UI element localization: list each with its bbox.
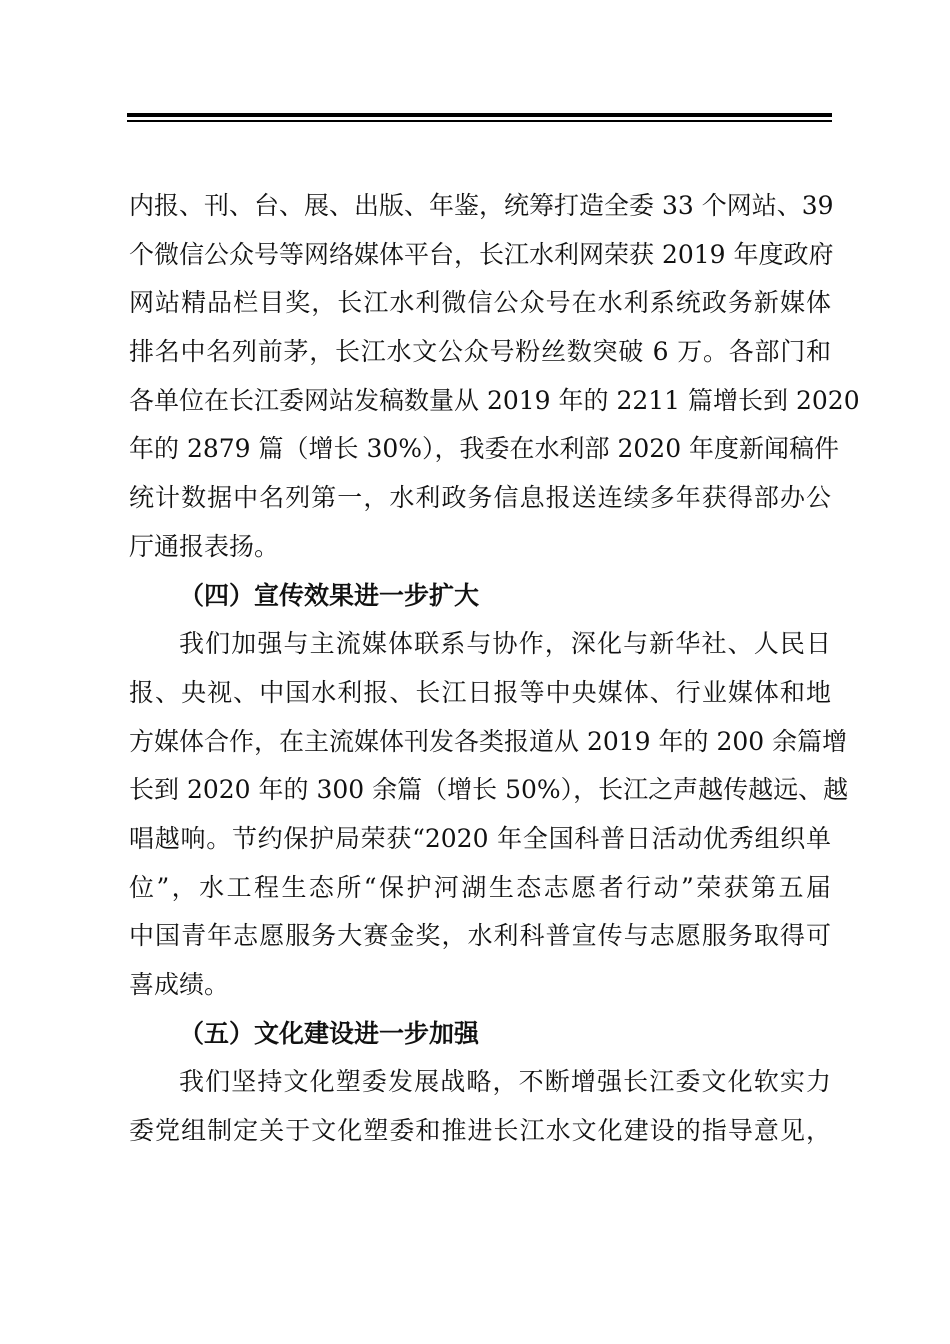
text-line: 内报、刊、台、展、出版、年鉴，统筹打造全委 33 个网站、39 (129, 191, 834, 220)
text-line: 我们坚持文化塑委发展战略，不断增强长江委文化软实力 (179, 1067, 831, 1097)
text-line: 厅通报表扬。 (129, 531, 280, 561)
section-heading-5: （五）文化建设进一步加强 (179, 1018, 480, 1048)
document-body (129, 182, 860, 1156)
header-rule-thin (127, 120, 832, 122)
text-line: 网站精品栏目奖，长江水利微信公众号在水利系统政务新媒体 (129, 288, 831, 318)
text-line: 喜成绩。 (129, 970, 230, 999)
section-heading-4: （四）宣传效果进一步扩大 (179, 580, 480, 610)
header-rule-thick (127, 113, 832, 117)
text-line: 中国青年志愿服务大赛金奖，水利科普宣传与志愿服务取得可 (129, 921, 831, 951)
text-line: 统计数据中名列第一，水利政务信息报送连续多年获得部办公 (129, 483, 831, 513)
text-line: 位”，水工程生态所“保护河湖生态志愿者行动”荣获第五届 (129, 872, 831, 902)
text-line: 个微信公众号等网络媒体平台，长江水利网荣获 2019 年度政府 (129, 239, 834, 269)
text-line: 年的 2879 篇（增长 30%），我委在水利部 2020 年度新闻稿件 (129, 434, 840, 464)
text-line: 排名中名列前茅，长江水文公众号粉丝数突破 6 万。各部门和 (129, 337, 831, 367)
paragraph-media-platforms (129, 182, 860, 572)
text-line: 报、央视、中国水利报、长江日报等中央媒体、行业媒体和地 (129, 677, 831, 707)
text-line: 长到 2020 年的 300 余篇（增长 50%），长江之声越传越远、越 (129, 775, 849, 805)
text-line: 我们加强与主流媒体联系与协作，深化与新华社、人民日 (179, 629, 831, 659)
paragraph-publicity-effect (129, 620, 849, 1010)
paragraph-culture-building (129, 1058, 831, 1155)
text-line: 唱越响。节约保护局荣获“2020 年全国科普日活动优秀组织单 (129, 823, 831, 853)
text-line: 各单位在长江委网站发稿数量从 2019 年的 2211 篇增长到 2020 (129, 385, 860, 415)
text-line: 委党组制定关于文化塑委和推进长江水文化建设的指导意见， (129, 1116, 831, 1146)
text-line: 方媒体合作，在主流媒体刊发各类报道从 2019 年的 200 余篇增 (129, 726, 848, 756)
